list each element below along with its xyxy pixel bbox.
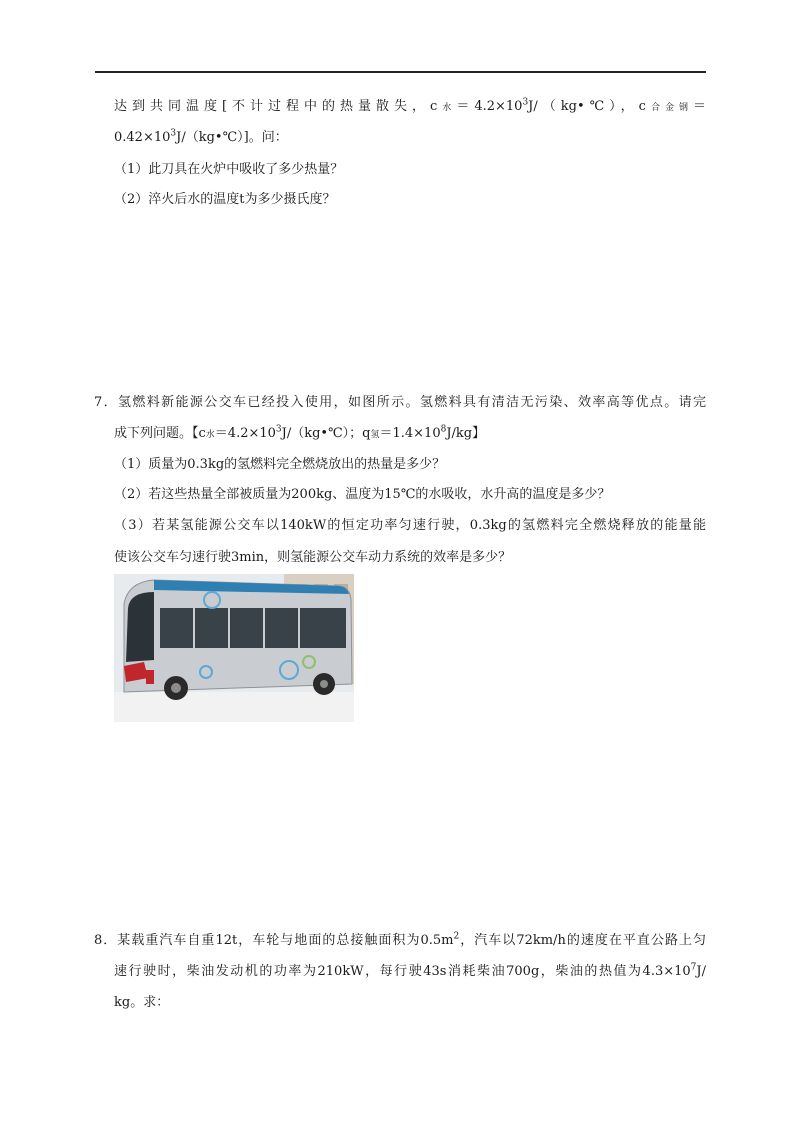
q6-part-2: （2）淬火后水的温度t为多少摄氏度？: [114, 192, 336, 207]
q8-stem-line-3: kg。求：: [114, 995, 170, 1010]
q8-stem-line-2: 速行驶时，柴油发动机的功率为210kW，每行驶43s消耗柴油700g，柴油的热值为$4.3\times 10^7J/$: [114, 962, 706, 979]
header-rule: [95, 71, 706, 73]
q6-line-2: $0.42\times 10^3J/(kg•℃)$]。问：: [114, 128, 288, 145]
q7-stem-line-1: 7．氢燃料新能源公交车已经投入使用，如图所示。氢燃料具有清洁无污染、效率高等优点。请完: [94, 395, 706, 410]
q6-part-1: （1）此刀具在火炉中吸收了多少热量？: [114, 162, 344, 177]
q8-stem-line-1: 8．某载重汽车自重12t，车轮与地面的总接触面积为$0.5m^2$，汽车以72km/h的速度在平直公路上匀: [94, 931, 707, 948]
q7-stem-line-2: 成下列问题。【c水$=4.2\times 10^3J/(kg•℃)$；q氢$=1.4\times 10^8J/kg$】: [114, 424, 486, 441]
q6-line-1: 达到共同温度[不计过程中的热量散失，c水$=4.2\times 10^3J/(kg•℃)$，c合金钢＝: [114, 97, 706, 114]
q7-part-1: （1）质量为0.3kg的氢燃料完全燃烧放出的热量是多少？: [114, 457, 446, 472]
q7-part-3-line-2: 使该公交车匀速行驶3min，则氢能源公交车动力系统的效率是多少？: [114, 550, 512, 565]
q7-part-2: （2）若这些热量全部被质量为200kg、温度为15℃的水吸收，水升高的温度是多少？: [114, 487, 611, 502]
hydrogen-bus-photo: [114, 574, 354, 722]
bus-illustration: [114, 574, 354, 722]
q7-part-3-line-1: （3）若某氢能源公交车以140kW的恒定功率匀速行驶，0.3kg的氢燃料完全燃烧释放的能量能: [114, 518, 706, 533]
